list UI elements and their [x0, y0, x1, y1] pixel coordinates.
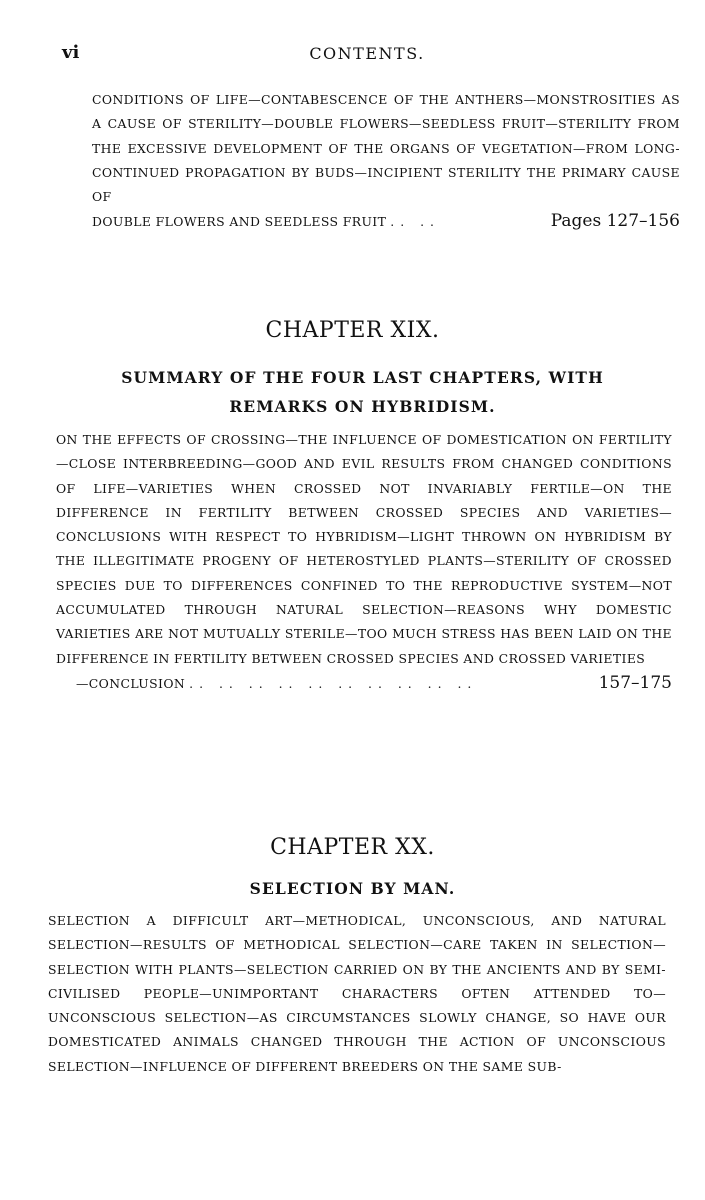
chapter-18-summary-continuation — [92, 88, 680, 235]
chapter-19-summary-text: ON THE EFFECTS OF CROSSING—THE INFLUENCE OF DOMESTICATION ON FERTILITY—CLOSE INTERBREEDING—GOOD AND EVIL RESULTS FROM CHANGED CONDITIONS OF LIFE—VARIETIES WHEN CROSSED NOT INVARIABLY FERTILE—ON THE DIFFERENCE IN FERTILITY BETWEEN CROSSED SPECIES AND VARIETIES—CONCLUSIONS WITH RESPECT TO HYBRIDISM—LIGHT THROWN ON HYBRIDISM BY THE ILLEGITIMATE PROGENY OF HETEROSTYLED PLANTS—STERILITY OF CROSSED SPECIES DUE TO DIFFERENCES CONFINED TO THE REPRODUCTIVE SYSTEM—NOT ACCUMULATED THROUGH NATURAL SELECTION—REASONS WHY DOMESTIC VARIETIES ARE NOT MUTUALLY STERILE—TOO MUCH STRESS HAS BEEN LAID ON THE DIFFERENCE IN FERTILITY BETWEEN CROSSED SPECIES AND CROSSED VARIETIES — [56, 432, 672, 666]
chapter-19-summary — [56, 428, 672, 696]
running-head — [62, 38, 672, 68]
running-title: CONTENTS. — [309, 44, 425, 63]
chapter-19-heading: CHAPTER XIX. — [265, 318, 440, 343]
chapter-18-page-range: Pages 127–156 — [550, 211, 680, 232]
chapter-19-summary-tail: —CONCLUSION — [76, 675, 186, 691]
leader-dots: .. .. .. .. .. .. .. .. .. .. — [189, 675, 478, 691]
chapter-20-title: SELECTION BY MAN. — [249, 879, 456, 898]
chapter-20-summary-text: SELECTION A DIFFICULT ART—METHODICAL, UNCONSCIOUS, AND NATURAL SELECTION—RESULTS OF METHODICAL SELECTION—CARE TAKEN IN SELECTION—SELECTION WITH PLANTS—SELECTION CARRIED ON BY THE ANCIENTS AND BY SEMI-CIVILISED PEOPLE—UNIMPORTANT CHARACTERS OFTEN ATTENDED TO—UNCONSCIOUS SELECTION—AS CIRCUMSTANCES SLOWLY CHANGE, SO HAVE OUR DOMESTICATED ANIMALS CHANGED THROUGH THE ACTION OF UNCONSCIOUS SELECTION—INFLUENCE OF DIFFERENT BREEDERS ON THE SAME SUB- — [48, 913, 666, 1074]
chapter-18-summary-text: CONDITIONS OF LIFE—CONTABESCENCE OF THE ANTHERS—MONSTROSITIES AS A CAUSE OF STERILITY—DOUBLE FLOWERS—SEEDLESS FRUIT—STERILITY FROM THE EXCESSIVE DEVELOPMENT OF THE ORGANS OF VEGETATION—FROM LONG-CONTINUED PROPAGATION BY BUDS—INCIPIENT STERILITY THE PRIMARY CAUSE OF — [92, 92, 680, 205]
page-number: vi — [62, 42, 80, 63]
chapter-19-title: SUMMARY OF THE FOUR LAST CHAPTERS, WITH REMARKS ON HYBRIDISM. — [121, 368, 604, 416]
chapter-18-summary-tail: DOUBLE FLOWERS AND SEEDLESS FRUIT — [92, 214, 387, 230]
chapter-19-page-range: 157–175 — [598, 672, 672, 693]
chapter-19-summary-last-line — [56, 671, 672, 696]
chapter-20-heading: CHAPTER XX. — [270, 835, 435, 860]
chapter-18-summary-last-line — [92, 209, 680, 234]
chapter-20-summary — [48, 909, 666, 1079]
leader-dots: .. .. — [390, 214, 440, 230]
